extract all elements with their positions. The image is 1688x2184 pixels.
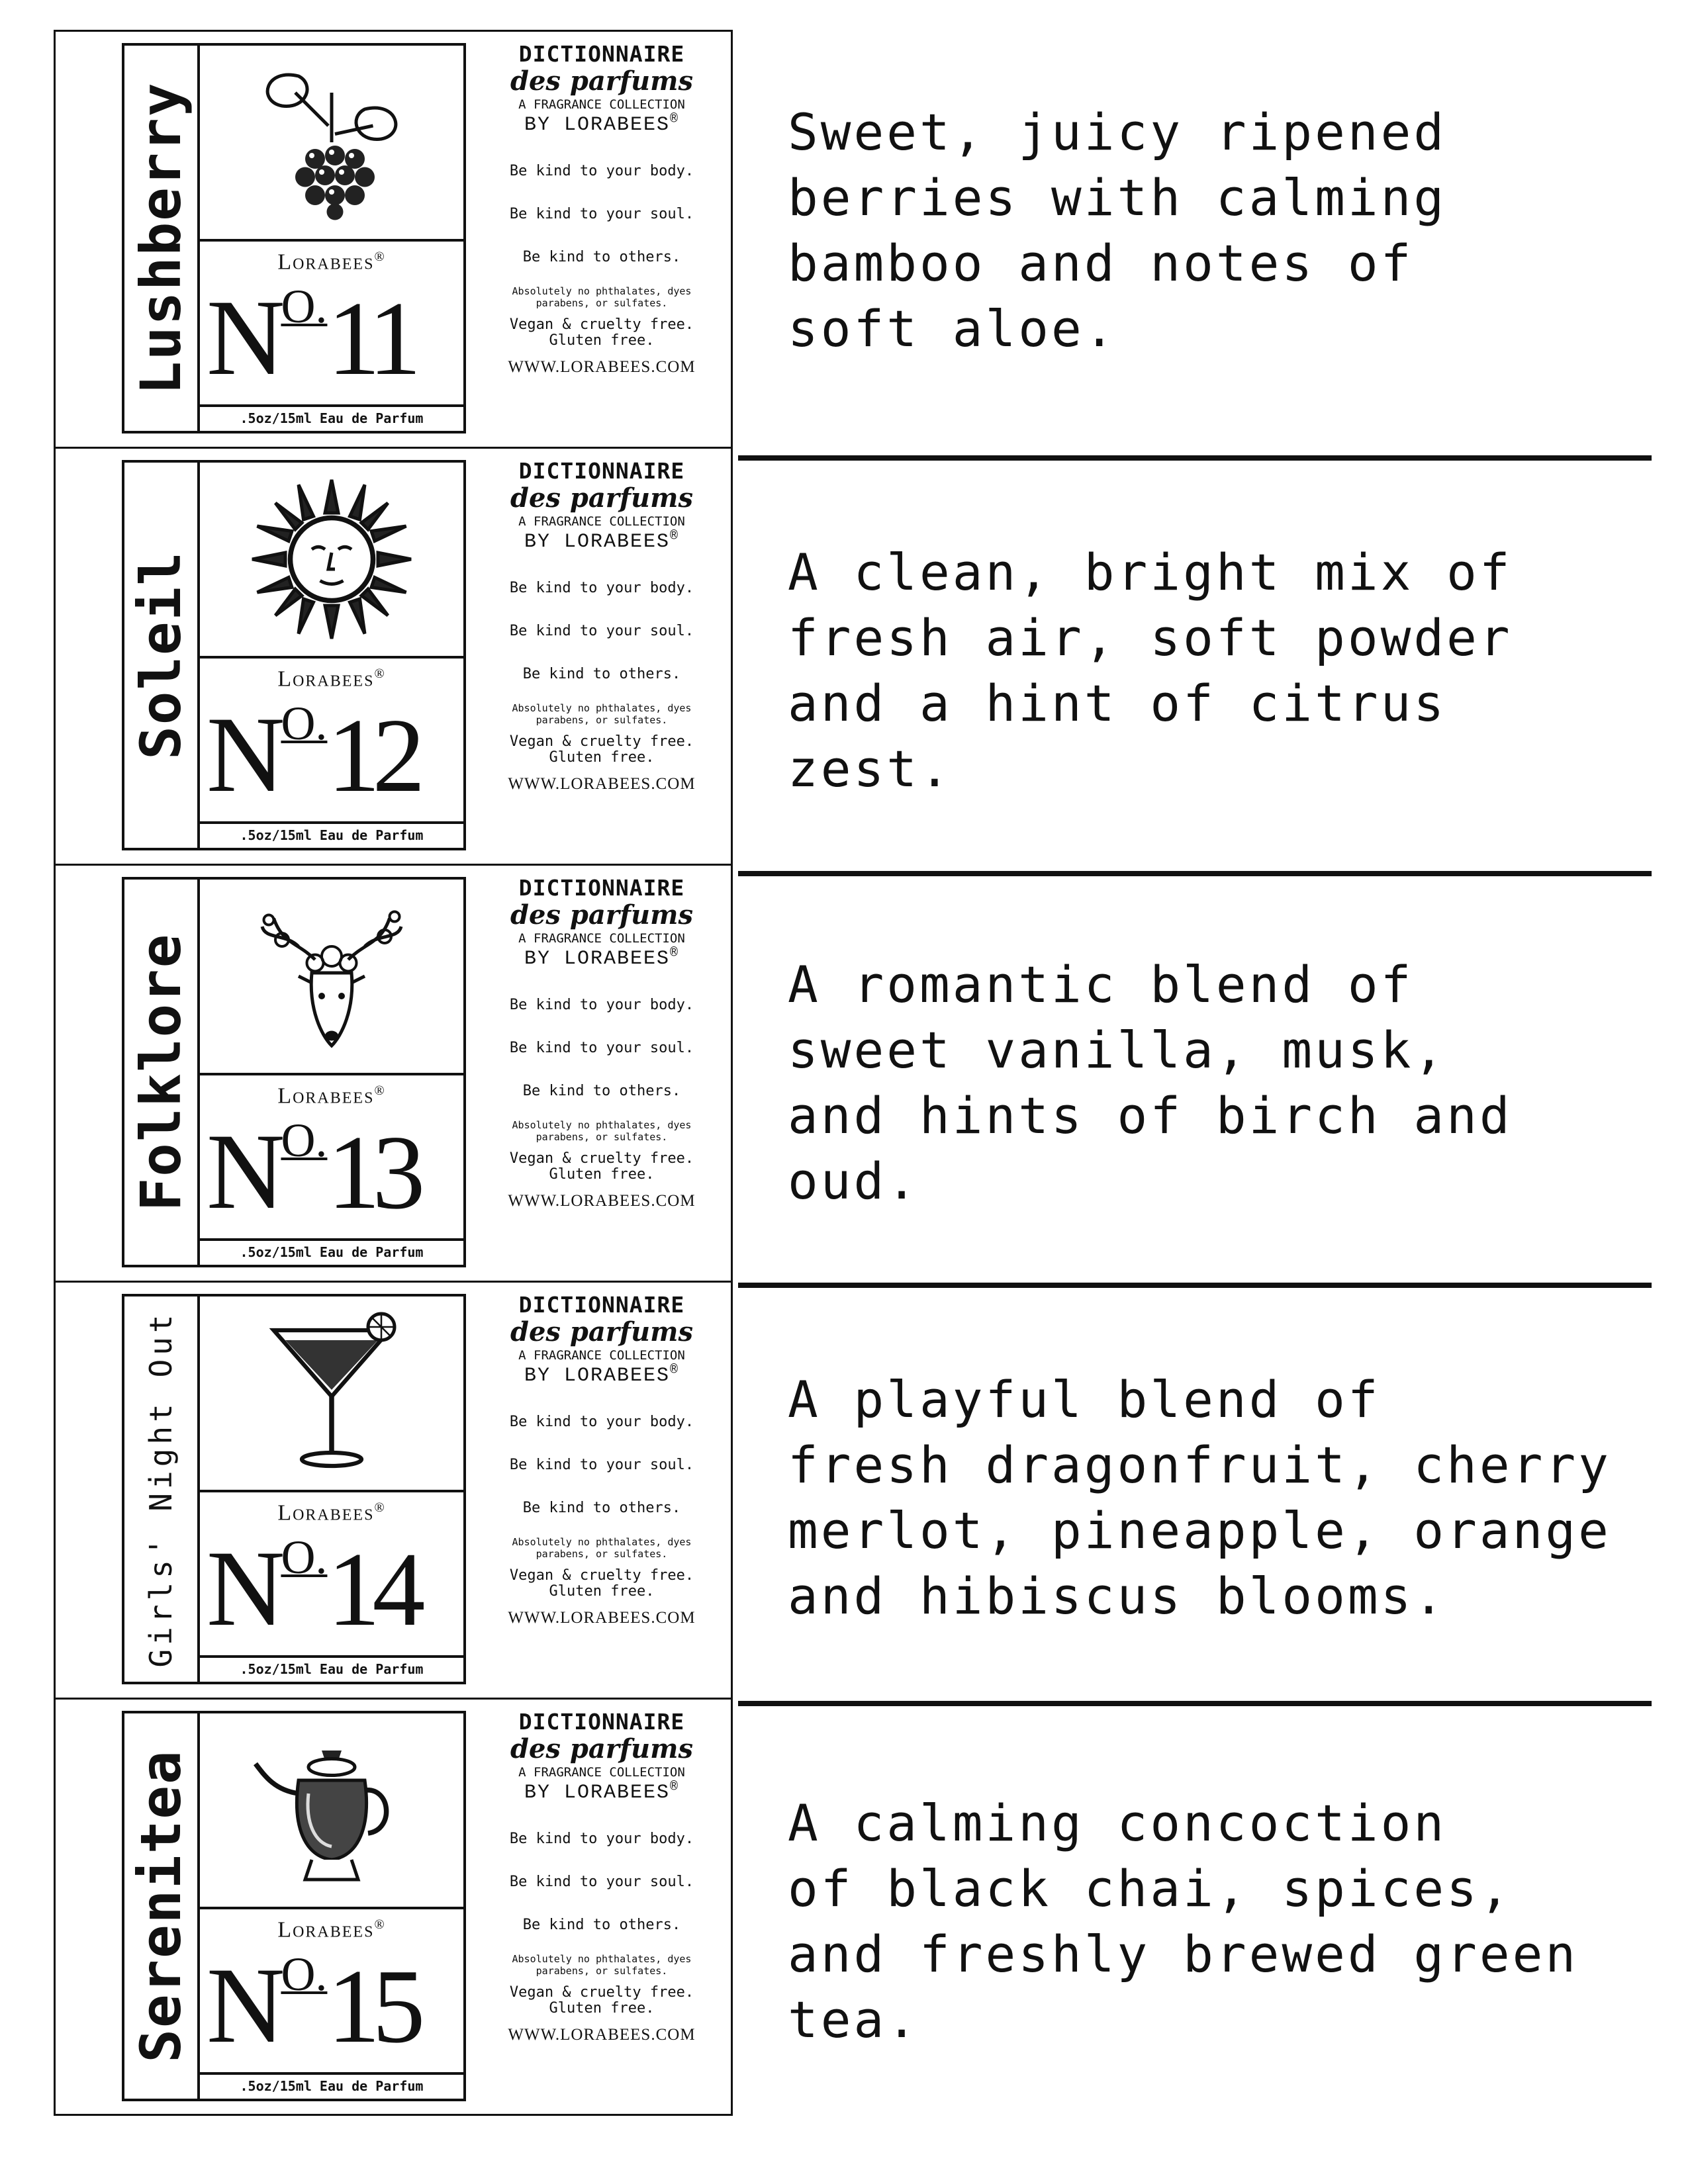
fragrance-name: Soleil <box>128 551 193 760</box>
by-lorabees: BY LORABEES® <box>524 529 680 553</box>
kind-soul-text: Be kind to your soul. <box>509 1874 694 1890</box>
kind-others-text: Be kind to others. <box>522 1917 681 1933</box>
teapot-illustration-icon <box>200 1713 463 1909</box>
fragrance-name: Lushberry <box>128 81 193 395</box>
kind-soul-text: Be kind to your soul. <box>509 206 694 222</box>
vegan-note: Vegan & cruelty free. Gluten free. <box>509 316 694 349</box>
perfume-label <box>56 866 731 1283</box>
label-panel <box>122 1294 466 1684</box>
kindness-list <box>479 163 724 265</box>
name-column <box>124 880 200 1265</box>
kind-body-text: Be kind to your body. <box>509 1414 694 1430</box>
des-parfums-script: des parfums <box>510 1733 693 1764</box>
label-panel <box>122 1711 466 2101</box>
label-info <box>479 40 724 437</box>
fragrance-name: Folklore <box>128 933 193 1212</box>
fragrance-number: NO.13 <box>207 1112 418 1232</box>
sun-face-illustration-icon <box>200 463 463 659</box>
fragrance-number: NO.12 <box>207 695 418 815</box>
size-text: .5oz/15ml Eau de Parfum <box>200 1238 463 1265</box>
size-text: .5oz/15ml Eau de Parfum <box>200 1655 463 1682</box>
description-serenitea: A calming concoction of black chai, spices, and freshly brewed green tea. <box>788 1794 1579 2049</box>
website-link[interactable]: WWW.LORABEES.COM <box>508 2026 696 2044</box>
fragrance-name: Serenitea <box>128 1749 193 2063</box>
perfume-label <box>56 449 731 866</box>
kindness-list <box>479 1831 724 1933</box>
kind-body-text: Be kind to your body. <box>509 163 694 179</box>
by-lorabees: BY LORABEES® <box>524 1780 680 1804</box>
website-link[interactable]: WWW.LORABEES.COM <box>508 1192 696 1210</box>
kind-others-text: Be kind to others. <box>522 666 681 682</box>
kindness-list <box>479 1414 724 1516</box>
fragrance-number: NO.14 <box>207 1529 418 1649</box>
perfume-label <box>56 32 731 449</box>
vegan-note: Vegan & cruelty free. Gluten free. <box>509 1984 694 2017</box>
dictionnaire-heading: DICTIONNAIRE <box>518 41 685 67</box>
ingredients-note: Absolutely no phthalates, dyes parabens, or sulfates. <box>512 1536 692 1560</box>
ingredients-note: Absolutely no phthalates, dyes parabens, or sulfates. <box>512 1119 692 1143</box>
kind-body-text: Be kind to your body. <box>509 580 694 596</box>
dictionnaire-heading: DICTIONNAIRE <box>518 875 685 901</box>
name-column <box>124 1713 200 2099</box>
dictionnaire-heading: DICTIONNAIRE <box>518 1709 685 1735</box>
floral-deer-illustration-icon <box>200 880 463 1075</box>
dictionnaire-heading: DICTIONNAIRE <box>518 1292 685 1318</box>
collection-text: A FRAGRANCE COLLECTION <box>518 931 685 946</box>
martini-glass-illustration-icon <box>200 1297 463 1492</box>
label-info <box>479 1291 724 1688</box>
kind-soul-text: Be kind to your soul. <box>509 1040 694 1056</box>
name-column <box>124 463 200 848</box>
kind-soul-text: Be kind to your soul. <box>509 1457 694 1473</box>
label-sheet <box>54 30 733 2116</box>
name-column <box>124 46 200 431</box>
brand-name: Lorabees® <box>277 666 386 692</box>
ingredients-note: Absolutely no phthalates, dyes parabens, or sulfates. <box>512 1953 692 1977</box>
label-info <box>479 457 724 854</box>
brand-name: Lorabees® <box>277 1083 386 1109</box>
divider <box>738 455 1652 461</box>
description-lushberry: Sweet, juicy ripened berries with calming bamboo and notes of soft aloe. <box>788 103 1447 358</box>
divider <box>738 1283 1652 1288</box>
perfume-label <box>56 1700 731 2116</box>
brand-name: Lorabees® <box>277 1500 386 1525</box>
dictionnaire-heading: DICTIONNAIRE <box>518 458 685 484</box>
label-info <box>479 1707 724 2105</box>
fragrance-number: NO.15 <box>207 1946 418 2066</box>
ingredients-note: Absolutely no phthalates, dyes parabens, or sulfates. <box>512 285 692 309</box>
label-info <box>479 874 724 1271</box>
website-link[interactable]: WWW.LORABEES.COM <box>508 1609 696 1627</box>
kindness-list <box>479 997 724 1099</box>
size-text: .5oz/15ml Eau de Parfum <box>200 821 463 848</box>
des-parfums-script: des parfums <box>510 899 693 931</box>
size-text: .5oz/15ml Eau de Parfum <box>200 404 463 431</box>
description-folklore: A romantic blend of sweet vanilla, musk, and hints of birch and oud. <box>788 955 1513 1210</box>
collection-text: A FRAGRANCE COLLECTION <box>518 1765 685 1780</box>
label-panel <box>122 877 466 1267</box>
vegan-note: Vegan & cruelty free. Gluten free. <box>509 733 694 766</box>
ingredients-note: Absolutely no phthalates, dyes parabens, or sulfates. <box>512 702 692 726</box>
fragrance-number: NO.11 <box>207 278 414 398</box>
kind-others-text: Be kind to others. <box>522 1083 681 1099</box>
description-girls-night-out: A playful blend of fresh dragonfruit, cherry merlot, pineapple, orange and hibiscus blooms. <box>788 1370 1611 1625</box>
by-lorabees: BY LORABEES® <box>524 112 680 136</box>
kind-body-text: Be kind to your body. <box>509 1831 694 1847</box>
des-parfums-script: des parfums <box>510 482 693 514</box>
collection-text: A FRAGRANCE COLLECTION <box>518 1348 685 1363</box>
collection-text: A FRAGRANCE COLLECTION <box>518 97 685 112</box>
divider <box>738 871 1652 876</box>
kind-others-text: Be kind to others. <box>522 249 681 265</box>
kindness-list <box>479 580 724 682</box>
kind-soul-text: Be kind to your soul. <box>509 623 694 639</box>
size-text: .5oz/15ml Eau de Parfum <box>200 2072 463 2099</box>
kind-others-text: Be kind to others. <box>522 1500 681 1516</box>
des-parfums-script: des parfums <box>510 66 693 97</box>
fragrance-name: Girls' Night Out <box>143 1310 179 1668</box>
des-parfums-script: des parfums <box>510 1316 693 1347</box>
label-panel <box>122 43 466 433</box>
website-link[interactable]: WWW.LORABEES.COM <box>508 358 696 376</box>
name-column <box>124 1297 200 1682</box>
label-panel <box>122 460 466 850</box>
brand-name: Lorabees® <box>277 250 386 275</box>
vegan-note: Vegan & cruelty free. Gluten free. <box>509 1567 694 1600</box>
collection-text: A FRAGRANCE COLLECTION <box>518 514 685 529</box>
raspberry-illustration-icon <box>200 46 463 242</box>
description-soleil: A clean, bright mix of fresh air, soft powder and a hint of citrus zest. <box>788 543 1513 798</box>
by-lorabees: BY LORABEES® <box>524 946 680 970</box>
brand-name: Lorabees® <box>277 1917 386 1942</box>
by-lorabees: BY LORABEES® <box>524 1363 680 1387</box>
perfume-label <box>56 1283 731 1700</box>
divider <box>738 1701 1652 1706</box>
vegan-note: Vegan & cruelty free. Gluten free. <box>509 1150 694 1183</box>
kind-body-text: Be kind to your body. <box>509 997 694 1013</box>
website-link[interactable]: WWW.LORABEES.COM <box>508 775 696 793</box>
